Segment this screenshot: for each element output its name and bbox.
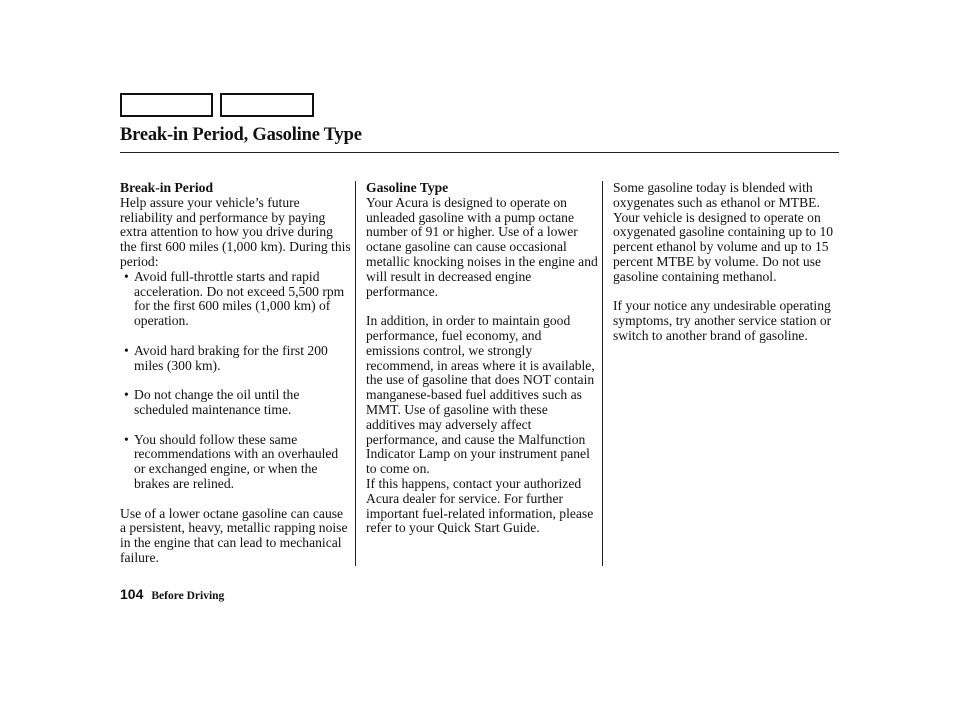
bullet-dot: • xyxy=(124,268,129,284)
page-number: 104 xyxy=(120,586,144,602)
column-break-in-period xyxy=(120,181,352,566)
bullet-text: You should follow these same recommendations with an overhauled or exchanged engine, or when the brakes are relined. xyxy=(134,431,339,491)
bullet-dot: • xyxy=(124,387,129,403)
section-heading-break-in: Break-in Period xyxy=(120,180,214,195)
list-item xyxy=(120,433,352,492)
bullet-dot: • xyxy=(124,342,129,358)
title-rule xyxy=(120,152,839,153)
break-in-intro: Help assure your vehicle’s future reliability and performance by paying extra attention to how you drive during the first 600 miles (1,000 km). During this period: xyxy=(120,194,351,269)
list-item xyxy=(120,344,352,374)
spacer xyxy=(366,299,598,314)
oxygenates-para-2: If your notice any undesirable operating symptoms, try another service station or switch to another brand of gasoline. xyxy=(613,298,832,343)
column-gasoline-type xyxy=(366,181,598,536)
break-in-closing: Use of a lower octane gasoline can cause a persistent, heavy, metallic rapping noise in the engine that can lead to mechanical failure. xyxy=(120,505,348,565)
bullet-text: Avoid hard braking for the first 200 miles (300 km). xyxy=(134,342,328,373)
bullet-text: Do not change the oil until the scheduled maintenance time. xyxy=(134,387,300,417)
gasoline-type-para-1: Your Acura is designed to operate on unleaded gasoline with a pump octane number of 91 or higher. Use of a lower octane gasoline can cause occasional metallic knocking noises in the engine and will result in decreased engine performance. xyxy=(366,194,598,299)
column-divider-2 xyxy=(602,181,603,566)
oxygenates-para-1: Some gasoline today is blended with oxygenates such as ethanol or MTBE. Your vehicle is designed to operate on oxygenated gasoline containing up to 10 percent ethanol by volume and up to 15 percent MTBE by volume. Do not use gasoline containing methanol. xyxy=(613,180,834,284)
break-in-bullet-list xyxy=(120,270,352,492)
list-item xyxy=(120,270,352,329)
bullet-text: Avoid full-throttle starts and rapid acceleration. Do not exceed 5,500 rpm for the first 600 miles (1,000 km) of operation. xyxy=(134,268,345,329)
list-item xyxy=(120,388,352,418)
gasoline-type-para-2: In addition, in order to maintain good performance, fuel economy, and emissions control, we strongly recommend, in areas where it is available, the use of gasoline that does NOT contain manganese-based fuel additives such as MMT. Use of gasoline with these additives may adversely affect performance, and cause the Malfunction Indicator Lamp on your instrument panel to come on. xyxy=(366,313,595,477)
column-divider-1 xyxy=(355,181,356,566)
gasoline-type-para-3: If this happens, contact your authorized Acura dealer for service. For further important fuel-related information, please refer to your Quick Start Guide. xyxy=(366,475,594,536)
header-tab-box-right xyxy=(220,93,314,117)
header-tab-box-left xyxy=(120,93,213,117)
page-footer xyxy=(120,586,224,604)
footer-section-name: Before Driving xyxy=(151,590,225,602)
section-heading-gasoline-type: Gasoline Type xyxy=(366,180,449,195)
spacer xyxy=(613,285,839,300)
page-title: Break-in Period, Gasoline Type xyxy=(120,125,362,145)
bullet-dot: • xyxy=(124,431,129,447)
spacer xyxy=(120,492,352,507)
column-oxygenates xyxy=(613,181,839,344)
